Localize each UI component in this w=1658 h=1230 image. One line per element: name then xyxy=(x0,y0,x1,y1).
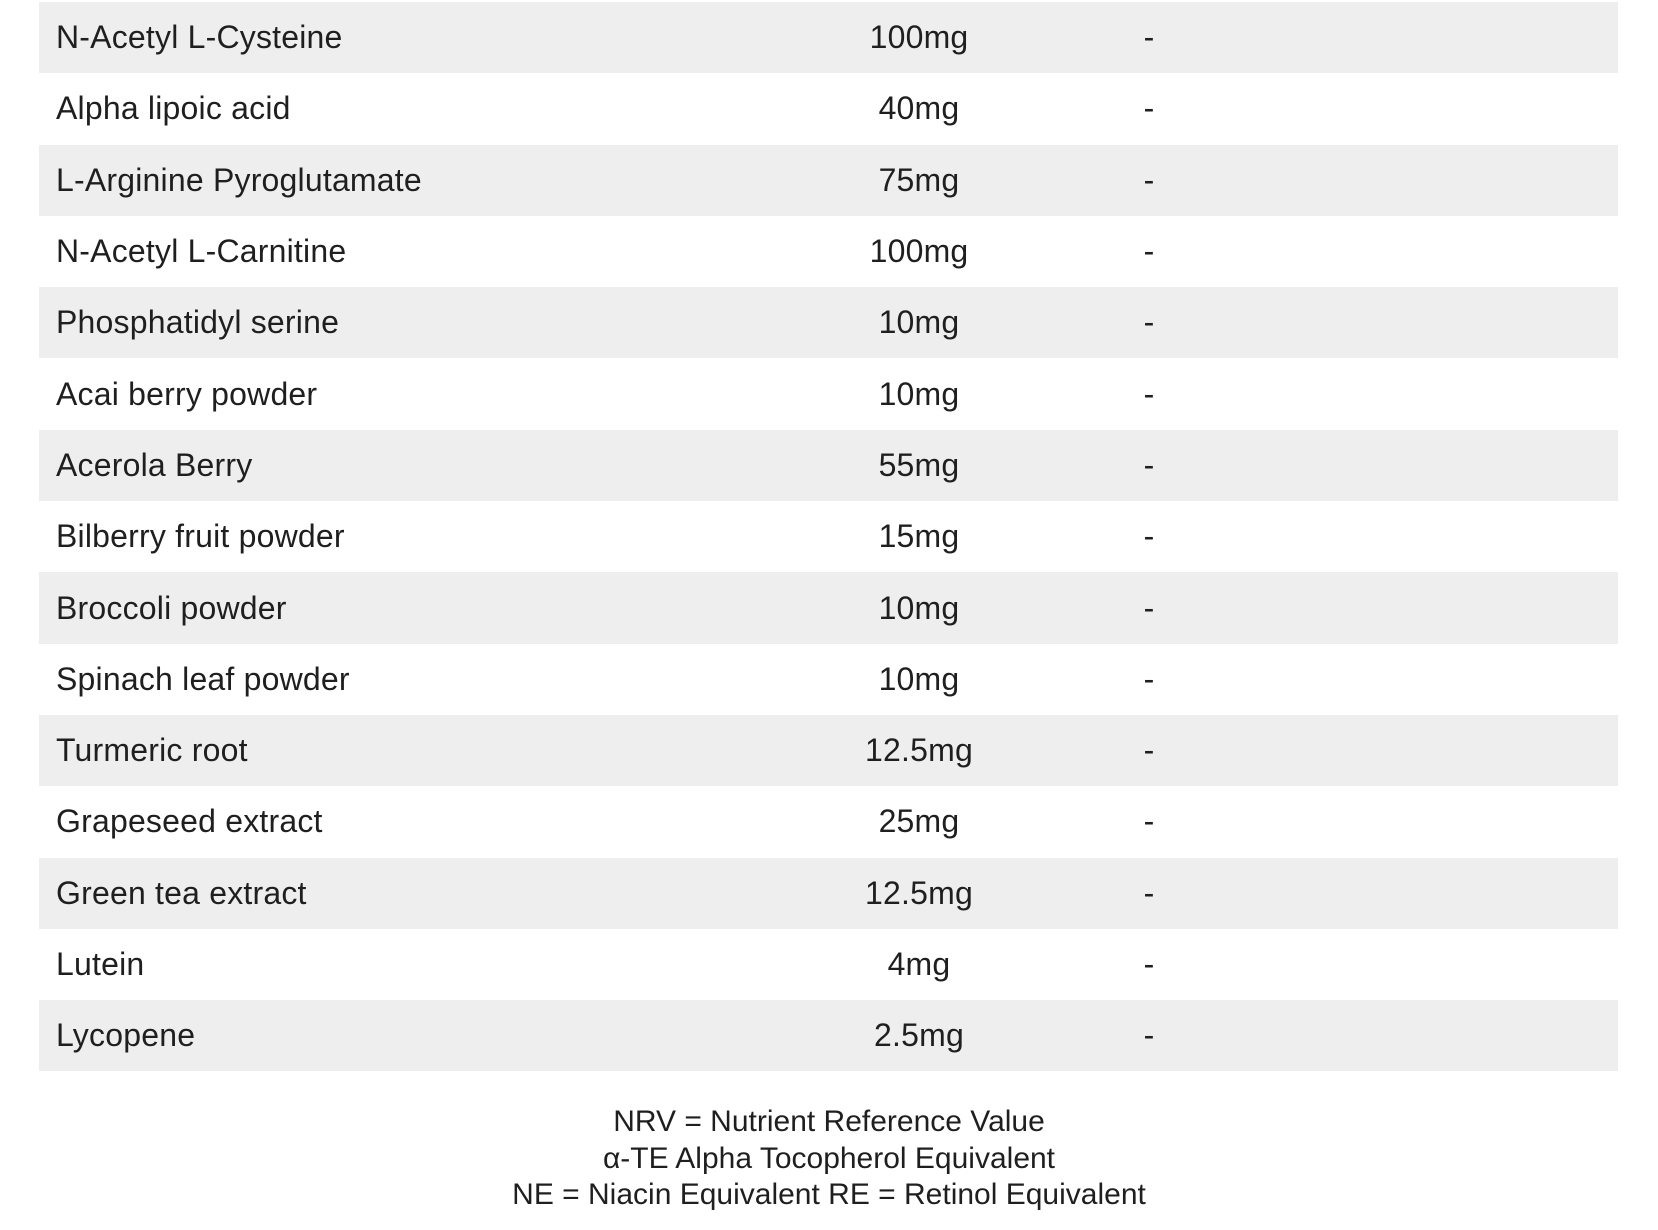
ingredient-name: Acerola Berry xyxy=(56,446,253,483)
ingredient-amount: 75mg xyxy=(878,161,960,198)
ingredient-amount: 25mg xyxy=(878,803,960,840)
ingredient-name: L-Arginine Pyroglutamate xyxy=(56,161,422,198)
ingredient-amount: 2.5mg xyxy=(874,1017,964,1054)
ingredient-amount: 10mg xyxy=(878,589,960,626)
ingredient-nrv: - xyxy=(1143,874,1155,911)
nutrition-table xyxy=(39,2,1618,1071)
ingredient-name: Grapeseed extract xyxy=(56,803,323,840)
ingredient-nrv: - xyxy=(1143,233,1155,270)
table-row xyxy=(39,858,1618,929)
ingredient-nrv: - xyxy=(1143,446,1155,483)
table-row xyxy=(39,1000,1618,1071)
ingredient-nrv: - xyxy=(1143,803,1155,840)
ingredient-nrv: - xyxy=(1143,732,1155,769)
ingredient-amount: 100mg xyxy=(869,19,969,56)
table-row xyxy=(39,786,1618,857)
ingredient-amount: 55mg xyxy=(878,446,960,483)
ingredient-nrv: - xyxy=(1143,589,1155,626)
ingredient-name: N-Acetyl L-Cysteine xyxy=(56,19,343,56)
table-row xyxy=(39,358,1618,429)
ingredient-name: Lycopene xyxy=(56,1017,196,1054)
ingredient-name: N-Acetyl L-Carnitine xyxy=(56,233,347,270)
table-row xyxy=(39,715,1618,786)
ingredient-nrv: - xyxy=(1143,518,1155,555)
ingredient-name: Phosphatidyl serine xyxy=(56,304,340,341)
footnotes xyxy=(0,1104,1658,1214)
ingredient-amount: 12.5mg xyxy=(865,874,973,911)
ingredient-name: Turmeric root xyxy=(56,732,248,769)
ingredient-name: Green tea extract xyxy=(56,874,307,911)
ingredient-name: Acai berry powder xyxy=(56,375,318,412)
ingredient-name: Broccoli powder xyxy=(56,589,287,626)
table-row xyxy=(39,2,1618,73)
footnote-ne-re: NE = Niacin Equivalent RE = Retinol Equivalent xyxy=(512,1178,1146,1211)
ingredient-nrv: - xyxy=(1143,1017,1155,1054)
table-row xyxy=(39,430,1618,501)
ingredient-amount: 15mg xyxy=(878,518,960,555)
ingredient-amount: 40mg xyxy=(878,90,960,127)
table-row xyxy=(39,572,1618,643)
ingredient-amount: 10mg xyxy=(878,660,960,697)
table-row xyxy=(39,644,1618,715)
ingredient-name: Lutein xyxy=(56,946,145,982)
ingredient-nrv: - xyxy=(1143,90,1155,127)
ingredient-amount: 10mg xyxy=(878,375,960,412)
table-row xyxy=(39,145,1618,216)
table-row xyxy=(39,287,1618,358)
ingredient-nrv: - xyxy=(1143,161,1155,198)
ingredient-name: Bilberry fruit powder xyxy=(56,518,345,555)
ingredient-nrv: - xyxy=(1143,304,1155,341)
ingredient-nrv: - xyxy=(1143,375,1155,412)
ingredient-name: Spinach leaf powder xyxy=(56,660,350,697)
table-row xyxy=(39,929,1618,1000)
ingredient-amount: 12.5mg xyxy=(865,732,973,769)
ingredient-nrv: - xyxy=(1143,946,1155,982)
footnote-alpha-te: α-TE Alpha Tocopherol Equivalent xyxy=(602,1141,1056,1175)
ingredient-name: Alpha lipoic acid xyxy=(56,90,291,127)
ingredient-amount: 4mg xyxy=(887,946,951,982)
table-row xyxy=(39,216,1618,287)
table-row xyxy=(39,73,1618,144)
table-row xyxy=(39,501,1618,572)
ingredient-nrv: - xyxy=(1143,19,1155,56)
ingredient-amount: 100mg xyxy=(869,233,969,270)
ingredient-amount: 10mg xyxy=(878,304,960,341)
footnote-nrv: NRV = Nutrient Reference Value xyxy=(613,1105,1045,1138)
ingredient-nrv: - xyxy=(1143,660,1155,697)
